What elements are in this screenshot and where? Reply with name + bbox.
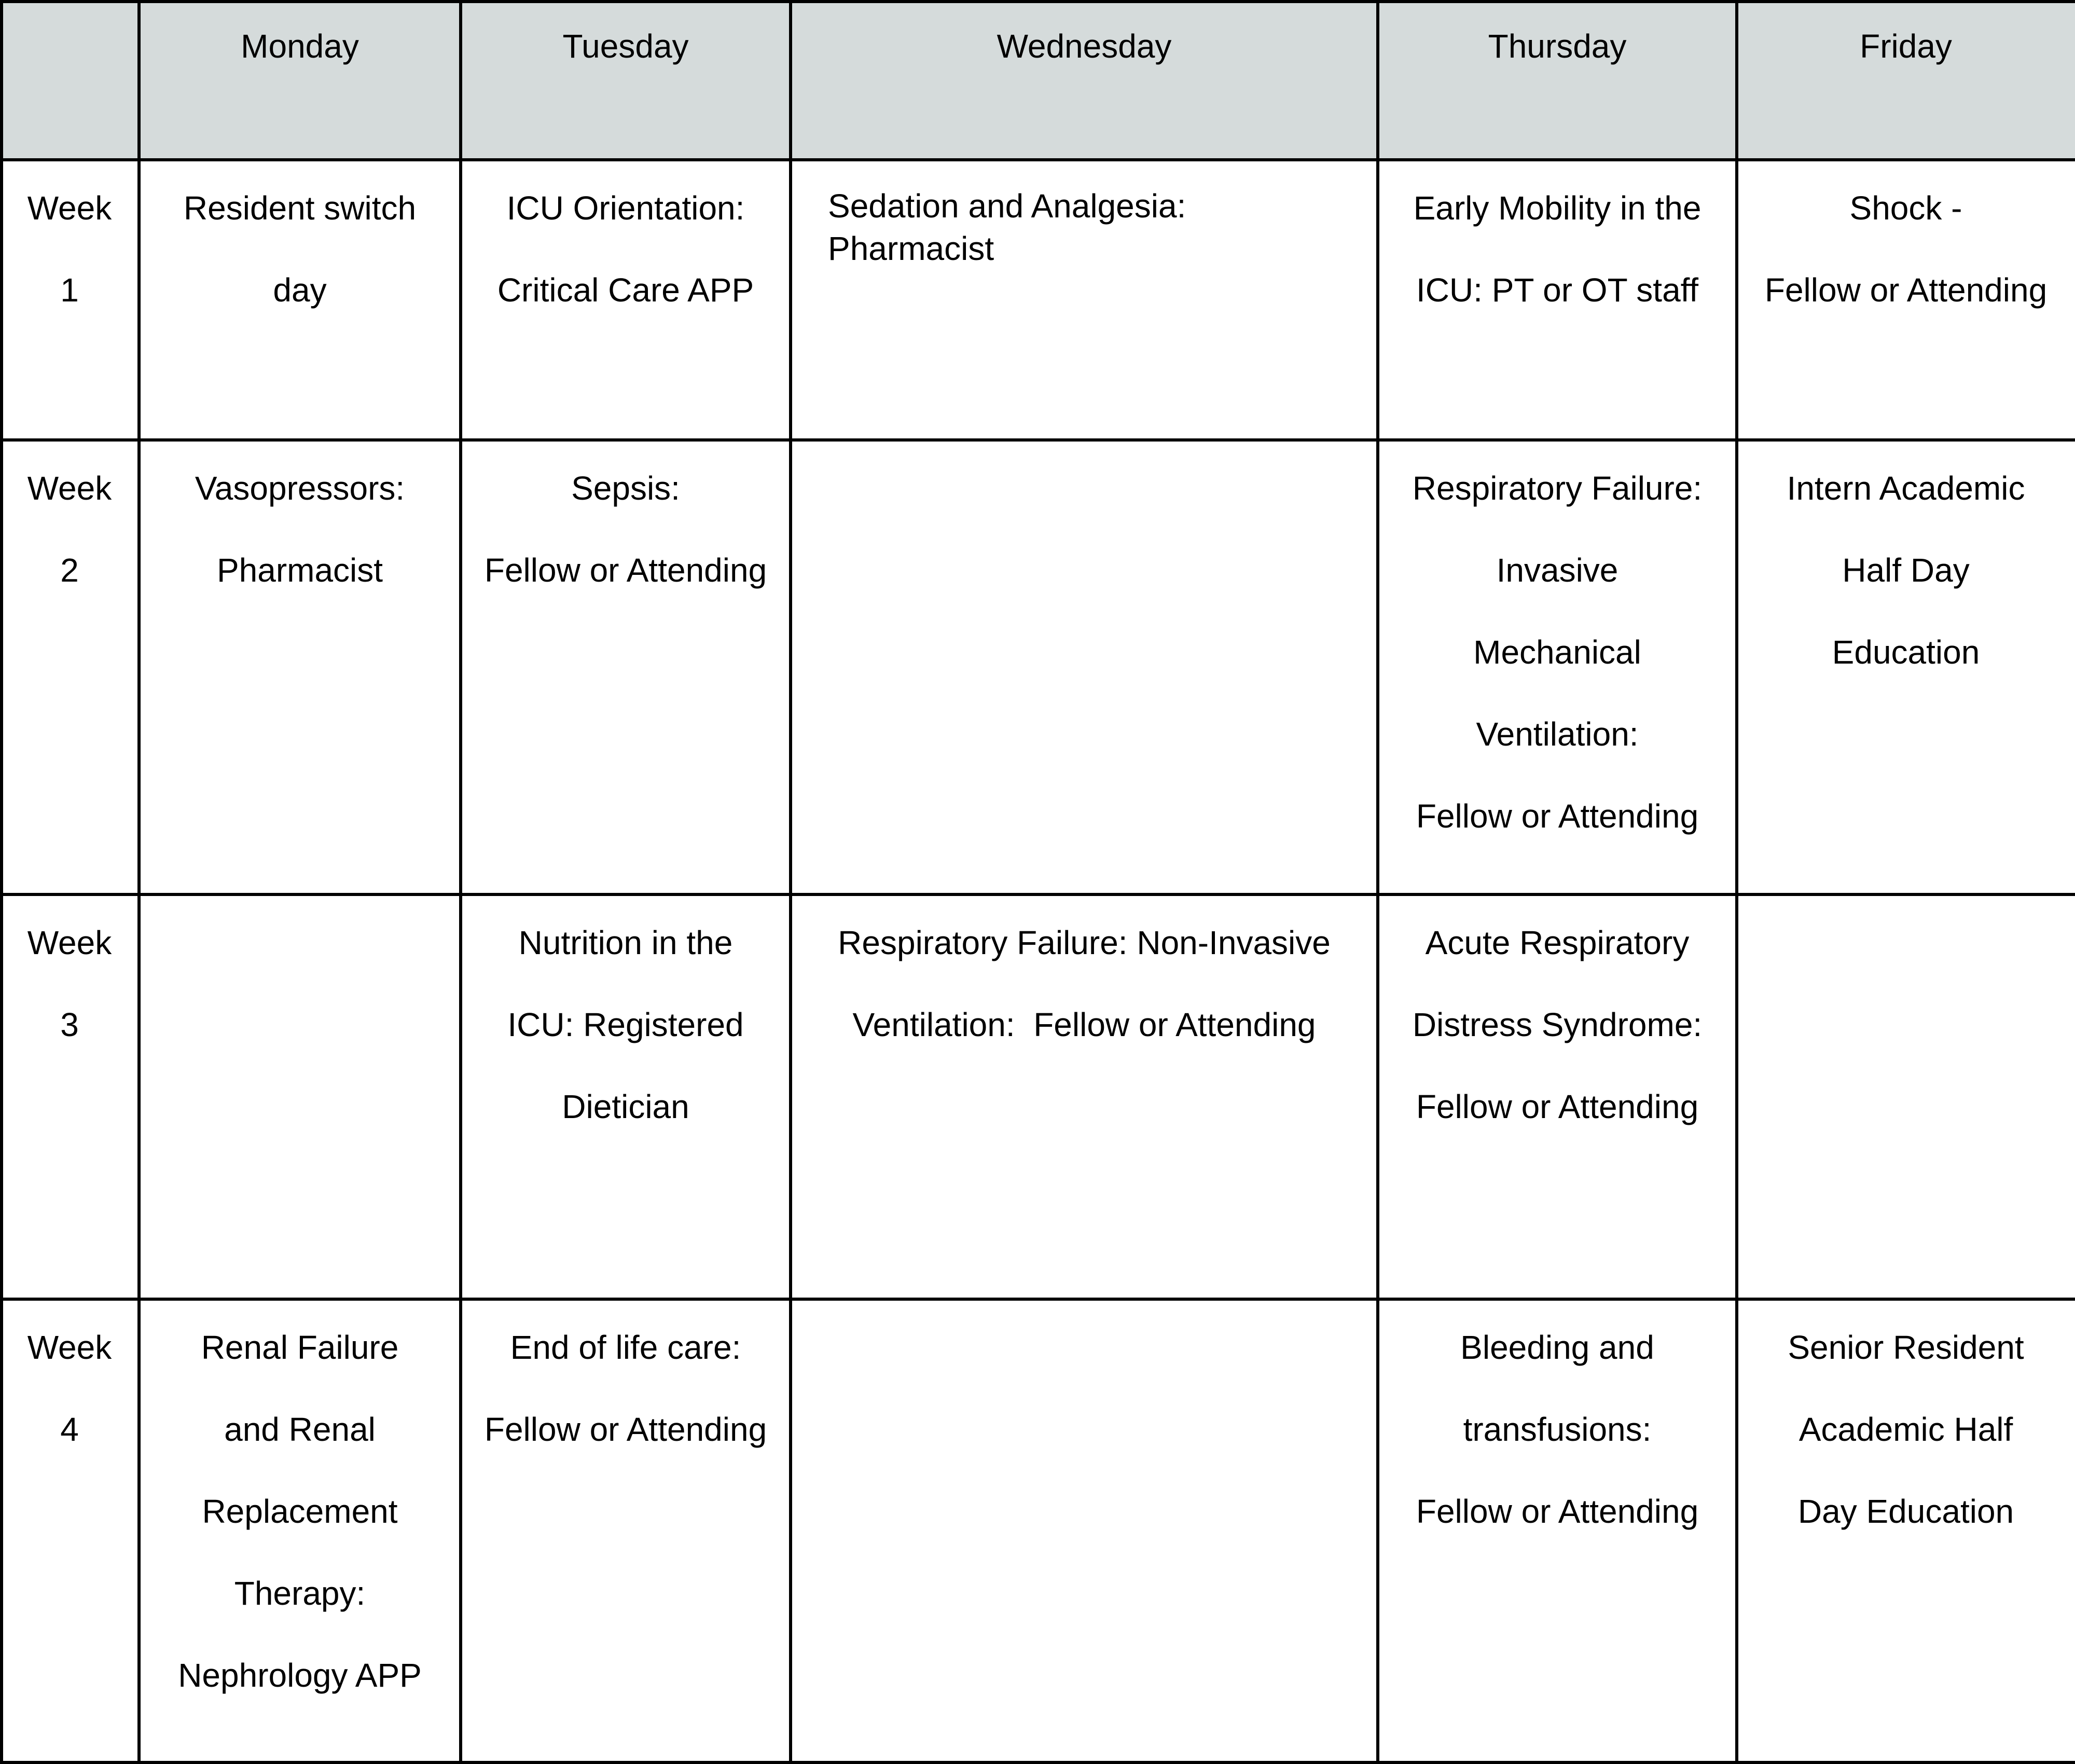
week-3-wednesday-cell: Respiratory Failure: Non-Invasive Ventilation: Fellow or Attending xyxy=(838,924,1331,1043)
week-1-monday-cell: Resident switch day xyxy=(183,189,417,309)
grid-line-after-wednesday xyxy=(1376,0,1379,1764)
grid-line-after-week xyxy=(137,0,141,1764)
header-thursday xyxy=(1378,0,1737,160)
week-2-label: Week 2 xyxy=(27,470,112,589)
header-friday xyxy=(1737,0,2075,160)
week-3-thursday-cell: Acute Respiratory Distress Syndrome: Fellow or Attending xyxy=(1412,924,1703,1125)
header-wednesday xyxy=(791,0,1378,160)
week-4-thursday-cell: Bleeding and transfusions: Fellow or Attending xyxy=(1416,1329,1699,1530)
grid-line-week-1-bottom xyxy=(0,438,2075,442)
week-3-tuesday-cell: Nutrition in the ICU: Registered Dietician xyxy=(507,924,744,1125)
header-corner-cell xyxy=(0,0,139,160)
week-1-wednesday-cell: Sedation and Analgesia: Pharmacist xyxy=(828,187,1186,267)
week-4-wednesday-cell xyxy=(791,1299,1378,1764)
week-2-tuesday-cell: Sepsis: Fellow or Attending xyxy=(484,470,767,589)
week-3-friday-cell xyxy=(1737,894,2075,1299)
week-4-label: Week 4 xyxy=(27,1329,112,1448)
week-3-label: Week 3 xyxy=(27,924,112,1043)
grid-line-left xyxy=(0,0,3,1764)
grid-line-after-tuesday xyxy=(789,0,792,1764)
header-day-label: Monday xyxy=(241,27,359,65)
grid-line-after-monday xyxy=(459,0,462,1764)
header-day-label: Friday xyxy=(1860,27,1952,65)
header-day-label: Thursday xyxy=(1488,27,1627,65)
week-4-monday-cell: Renal Failure and Renal Replacement Therapy: Nephrology APP xyxy=(178,1329,422,1694)
week-2-friday-cell: Intern Academic Half Day Education xyxy=(1787,470,2025,671)
grid-line-week-3-bottom xyxy=(0,1298,2075,1301)
grid-line-header-bottom xyxy=(0,158,2075,161)
week-1-tuesday-cell: ICU Orientation: Critical Care APP xyxy=(497,189,754,309)
week-1-thursday-cell: Early Mobility in the ICU: PT or OT staff xyxy=(1413,189,1702,309)
week-2-monday-cell: Vasopressors: Pharmacist xyxy=(195,470,405,589)
week-4-tuesday-cell: End of life care: Fellow or Attending xyxy=(484,1329,767,1448)
header-monday xyxy=(139,0,461,160)
grid-line-top xyxy=(0,0,2075,3)
week-3-monday-cell xyxy=(139,894,461,1299)
week-1-label: Week 1 xyxy=(27,189,112,309)
week-2-thursday-cell: Respiratory Failure: Invasive Mechanical Ventilation: Fellow or Attending xyxy=(1412,470,1703,835)
week-4-friday-cell: Senior Resident Academic Half Day Education xyxy=(1788,1329,2024,1530)
header-day-label: Wednesday xyxy=(997,27,1172,65)
week-1-friday-cell: Shock - Fellow or Attending xyxy=(1764,189,2048,309)
grid-line-after-thursday xyxy=(1735,0,1738,1764)
grid-line-week-2-bottom xyxy=(0,893,2075,896)
header-tuesday xyxy=(461,0,791,160)
grid-line-bottom xyxy=(0,1761,2075,1764)
header-day-label: Tuesday xyxy=(562,27,689,65)
week-2-wednesday-cell xyxy=(791,440,1378,894)
